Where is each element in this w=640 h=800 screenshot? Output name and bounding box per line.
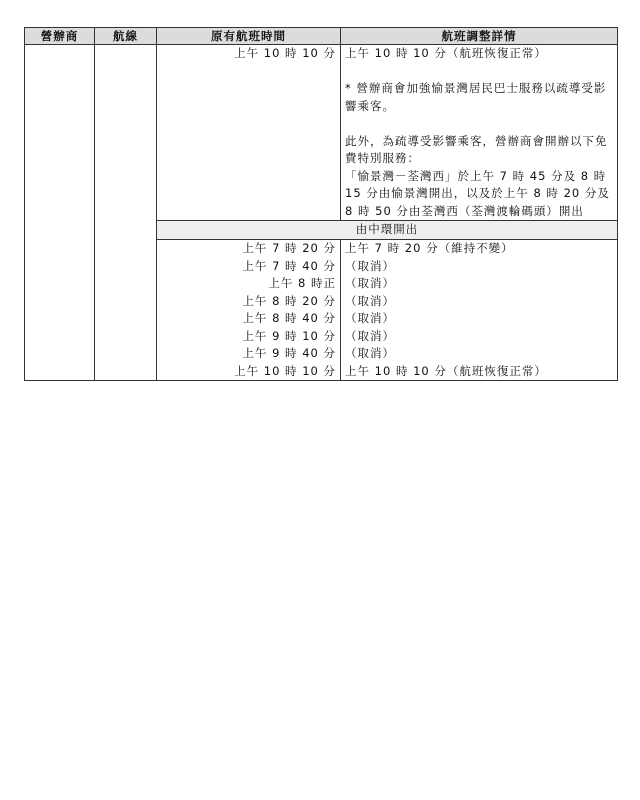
adjustment-detail: 上午 7 時 20 分（維持不變） (345, 241, 514, 255)
departure-subheader: 由中環開出 (157, 221, 618, 240)
original-time: 上午 8 時正 (268, 276, 336, 290)
route-cell (95, 45, 157, 381)
header-route: 航線 (95, 28, 157, 45)
special-service-text: 「愉景灣－荃灣西」於上午 7 時 45 分及 8 時 15 分由愉景灣開出，以及於上午 8 時 20 分及 8 時 50 分由荃灣西（荃灣渡輪碼頭）開出 (345, 168, 610, 218)
original-time: 上午 7 時 20 分 (242, 241, 336, 255)
original-times-cell (157, 240, 341, 381)
adjustment-cell (341, 45, 618, 221)
original-time: 上午 7 時 40 分 (242, 258, 336, 273)
adjustment-detail: （取消） (345, 311, 395, 325)
adjustment-note: * 營辦商會加強愉景灣居民巴士服務以疏導受影響乘客。 (345, 81, 607, 113)
header-adjustment-details: 航班調整詳情 (341, 28, 618, 45)
original-time: 上午 10 時 10 分 (234, 363, 336, 378)
original-time: 上午 9 時 40 分 (242, 346, 336, 360)
original-time-cell (157, 45, 341, 221)
adjustment-detail: （取消） (345, 293, 395, 308)
original-time: 上午 10 時 10 分 (234, 46, 336, 60)
table-header-row (25, 28, 618, 45)
adjustment-detail: （取消） (345, 258, 395, 273)
adjustments-cell (341, 240, 618, 381)
header-operator: 營辦商 (25, 28, 95, 45)
original-time: 上午 8 時 40 分 (242, 311, 336, 325)
adjustment-detail: （取消） (345, 346, 395, 360)
adjustment-detail: （取消） (345, 276, 395, 290)
adjustment-extra: 此外，為疏導受影響乘客，營辦商會開辦以下免費特別服務： (345, 133, 608, 165)
adjustment-detail: 上午 10 時 10 分（航班恢復正常） (345, 363, 547, 378)
table-row (25, 45, 618, 221)
adjustment-first-line: 上午 10 時 10 分（航班恢復正常） (345, 46, 547, 60)
original-time: 上午 8 時 20 分 (242, 293, 336, 308)
ferry-schedule-table (24, 27, 618, 381)
original-time: 上午 9 時 10 分 (242, 328, 336, 343)
header-original-time: 原有航班時間 (157, 28, 341, 45)
adjustment-detail: （取消） (345, 328, 395, 343)
operator-cell (25, 45, 95, 381)
